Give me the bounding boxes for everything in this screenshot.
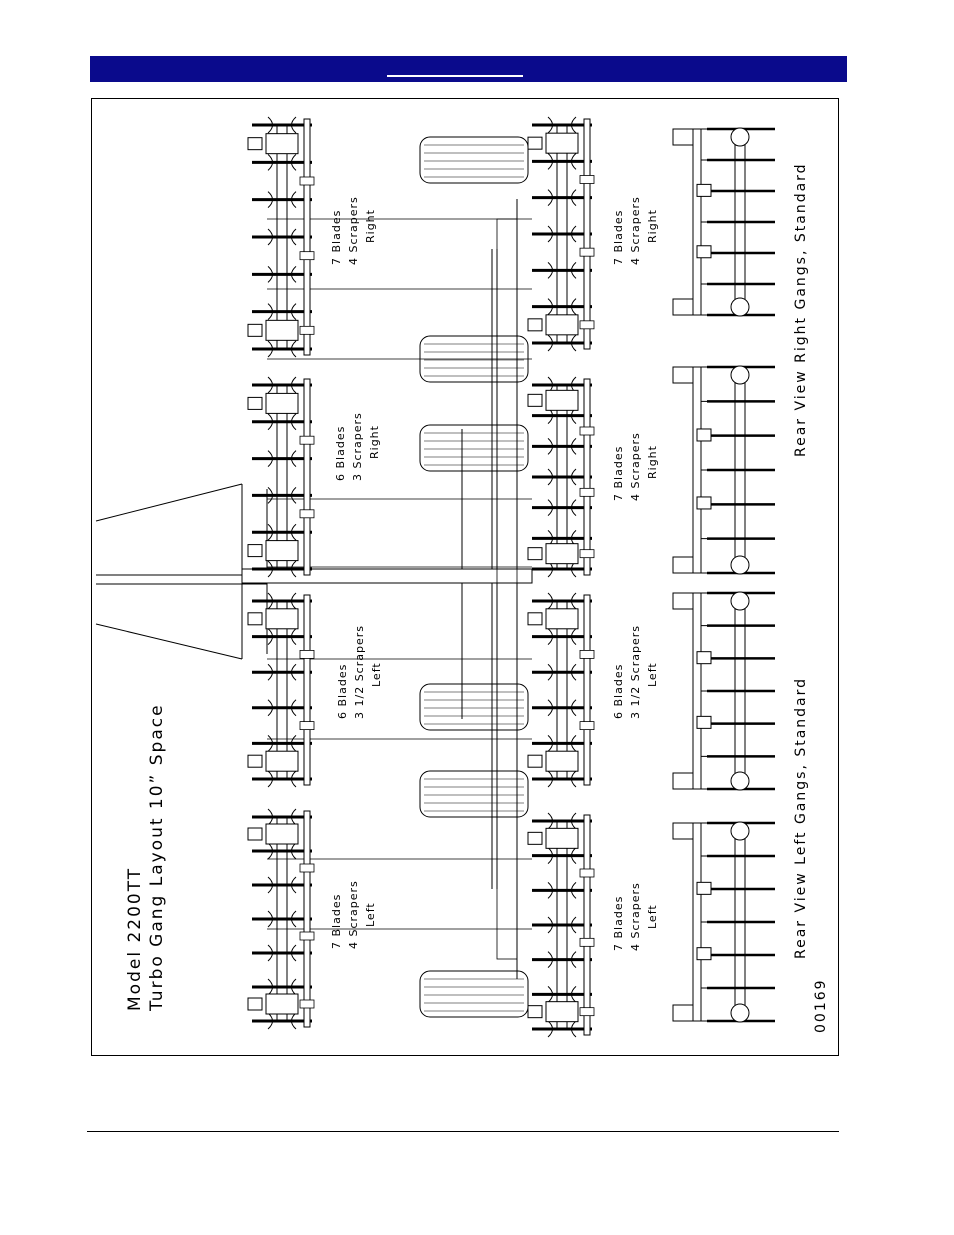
tire [420,425,528,471]
tire [420,771,528,817]
gang-front-r3 [248,377,314,577]
tire [420,137,528,183]
rear-view-gang-l1 [673,822,775,1022]
gang-blades: 7 Blades [330,893,343,949]
footer-rule [87,1131,839,1132]
center-rail [497,219,517,959]
gang-blades: 7 Blades [612,209,625,265]
gang-side: Left [364,902,377,927]
figure-title-line1: Model 2200TT [125,866,145,1011]
header-underline [387,75,523,77]
gang-scrapers: 4 Scrapers [347,880,360,949]
gang-rear-r4 [528,117,594,351]
gang-label-r3 [612,432,659,501]
gang-rear-l2 [528,593,594,787]
tire [420,684,528,730]
rear-view-gang-r4 [673,128,775,316]
gang-blades: 6 Blades [612,663,625,719]
figure-title-line2: Turbo Gang Layout 10” Space [147,703,167,1011]
rear-view-gang-l2 [673,592,775,790]
gang-side: Left [646,904,659,929]
gang-side: Right [364,209,377,243]
figure-number: 00169 [813,978,829,1033]
gang-blades: 7 Blades [330,209,343,265]
gang-label-l3 [334,412,381,481]
gang-side: Right [368,425,381,459]
gang-blades: 6 Blades [334,425,347,481]
hitch-arm [96,624,242,659]
main-beam [242,569,532,583]
header-bar [90,56,847,82]
gang-label-r4 [612,196,659,265]
gang-label-r1 [612,882,659,951]
gang-label-r2 [612,625,659,719]
gang-scrapers: 4 Scrapers [629,432,642,501]
gang-side: Left [646,662,659,687]
gang-label-l1 [330,880,377,949]
gang-layout-diagram [92,99,840,1057]
gang-front-r4 [248,117,314,357]
gang-scrapers: 3 1/2 Scrapers [353,625,366,719]
hitch-arm [96,484,242,521]
gang-front-l2 [248,593,314,787]
gang-scrapers: 3 Scrapers [351,412,364,481]
gang-scrapers: 4 Scrapers [347,196,360,265]
gang-scrapers: 4 Scrapers [629,196,642,265]
gang-rear-l1 [528,813,594,1037]
gang-label-l4 [330,196,377,265]
gang-front-l1 [248,809,314,1029]
rear-view-right-caption: Rear View Right Gangs, Standard [793,162,809,457]
gang-blades: 6 Blades [336,663,349,719]
diagram-drawing [96,117,775,1037]
gang-side: Left [370,662,383,687]
gang-blades: 7 Blades [612,895,625,951]
gang-label-l2 [336,625,383,719]
tire [420,971,528,1017]
gang-side: Right [646,209,659,243]
rear-view-left-caption: Rear View Left Gangs, Standard [793,676,809,959]
gang-rear-r3 [528,377,594,577]
gang-side: Right [646,445,659,479]
rear-view-gang-r3 [673,366,775,574]
gang-scrapers: 4 Scrapers [629,882,642,951]
gang-scrapers: 3 1/2 Scrapers [629,625,642,719]
figure-frame [91,98,839,1056]
gang-blades: 7 Blades [612,445,625,501]
